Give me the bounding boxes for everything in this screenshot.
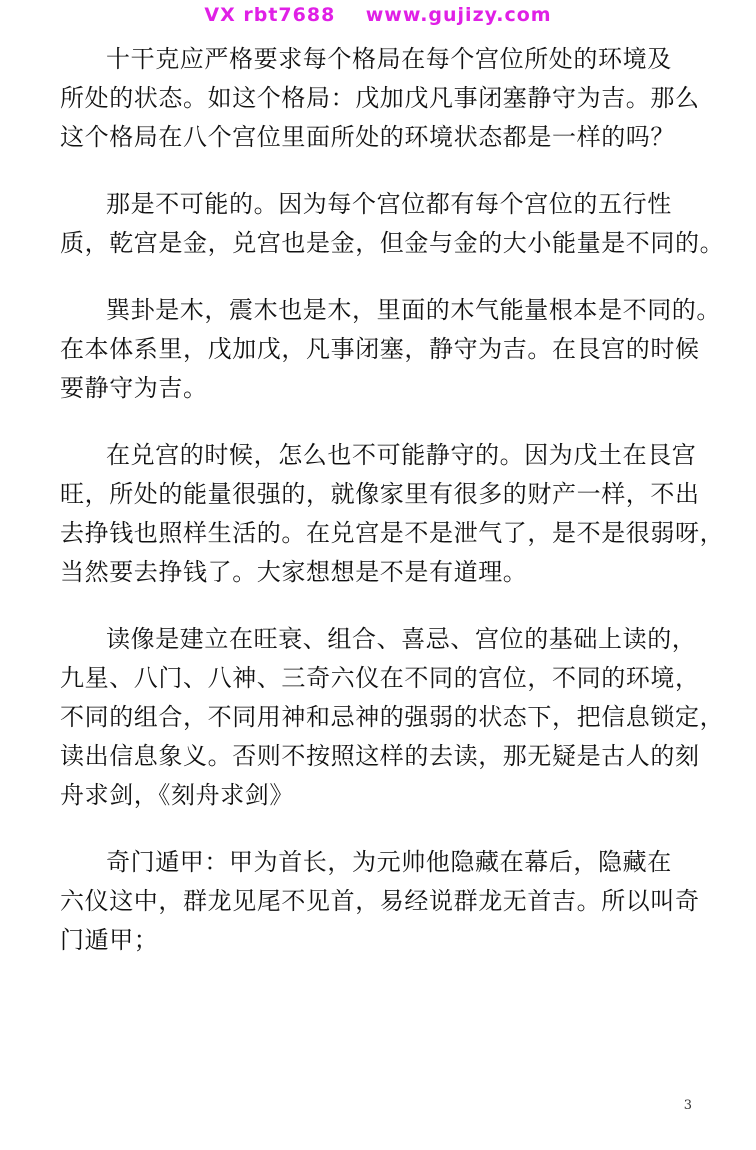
text-line: 旺，所处的能量很强的，就像家里有很多的财产一样，不出 <box>60 480 700 508</box>
paragraph-5 <box>60 620 725 815</box>
text-line: 去挣钱也照样生活的。在兑宫是不是泄气了，是不是很弱呀， <box>60 519 725 547</box>
text-line: 在本体系里，戊加戊，凡事闭塞，静守为吉。在艮宫的时候 <box>60 335 700 363</box>
text-line: 所处的状态。如这个格局：戊加戊凡事闭塞静守为吉。那么 <box>60 84 700 112</box>
page-body <box>60 40 725 988</box>
text-line: 奇门遁甲：甲为首长，为元帅他隐藏在幕后，隐藏在 <box>106 848 672 876</box>
paragraph-3 <box>60 291 721 408</box>
text-line: 读像是建立在旺衰、组合、喜忌、宫位的基础上读的， <box>106 625 697 653</box>
text-line: 读出信息象义。否则不按照这样的去读，那无疑是古人的刻 <box>60 742 700 770</box>
text-line: 质，乾宫是金，兑宫也是金，但金与金的大小能量是不同的。 <box>60 229 725 257</box>
paragraph-1 <box>60 40 700 157</box>
text-line: 在兑宫的时候，怎么也不可能静守的。因为戊土在艮宫 <box>106 441 697 469</box>
text-line: 巽卦是木，震木也是木，里面的木气能量根本是不同的。 <box>106 296 721 324</box>
paragraph-6 <box>60 843 700 960</box>
text-line: 十干克应严格要求每个格局在每个宫位所处的环境及 <box>106 45 672 73</box>
text-line: 那是不可能的。因为每个宫位都有每个宫位的五行性 <box>106 190 672 218</box>
paragraph-2 <box>60 185 725 263</box>
text-line: 要静守为吉。 <box>60 374 208 402</box>
text-line: 六仪这中，群龙见尾不见首，易经说群龙无首吉。所以叫奇 <box>60 887 700 915</box>
text-line: 当然要去挣钱了。大家想想是不是有道理。 <box>60 558 528 586</box>
paragraph-4 <box>60 436 725 592</box>
page-number: 3 <box>683 1098 692 1113</box>
text-line: 九星、八门、八神、三奇六仪在不同的宫位，不同的环境， <box>60 664 700 692</box>
text-line: 舟求剑，《刻舟求剑》 <box>60 781 294 809</box>
text-line: 不同的组合，不同用神和忌神的强弱的状态下，把信息锁定， <box>60 703 725 731</box>
text-line: 这个格局在八个宫位里面所处的环境状态都是一样的吗？ <box>60 123 675 151</box>
watermark: VX rbt7688 www.gujizy.com <box>204 4 552 26</box>
text-line: 门遁甲； <box>60 926 159 954</box>
